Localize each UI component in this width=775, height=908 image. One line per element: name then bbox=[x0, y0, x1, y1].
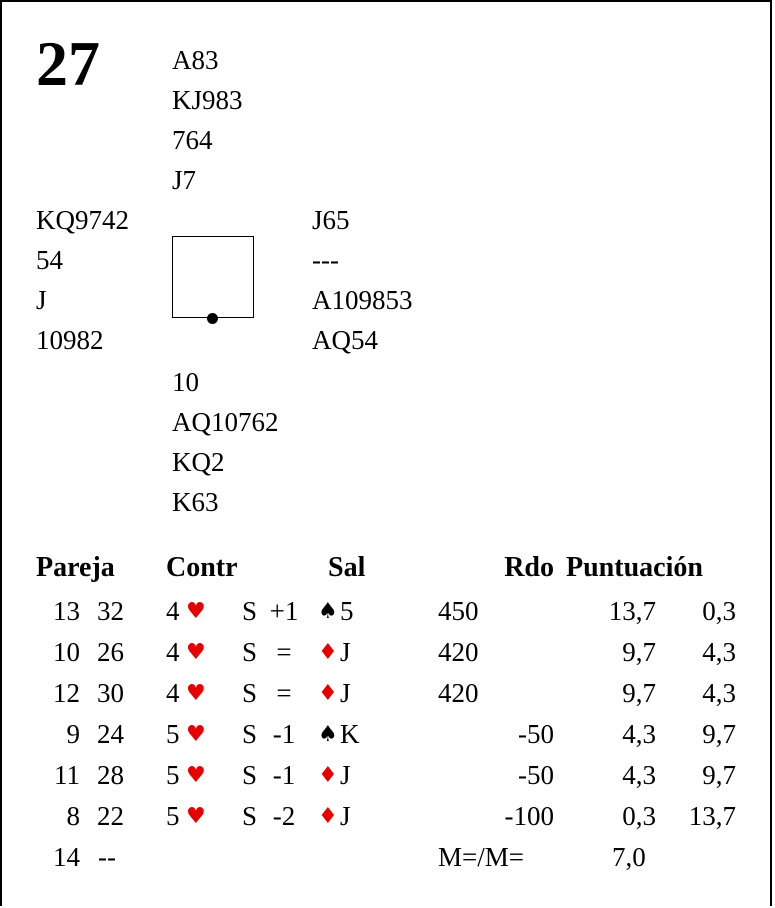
sitout-points: 7,0 bbox=[612, 842, 646, 872]
north-diamonds: 764 bbox=[172, 125, 213, 155]
hand-east bbox=[312, 200, 413, 360]
header-score: Puntuación bbox=[566, 552, 703, 583]
row-lead-suit-icon: ♦ bbox=[318, 763, 338, 788]
row-pair-ns: 13 bbox=[53, 596, 80, 626]
row-points-ns: 9,7 bbox=[622, 678, 656, 708]
east-hearts: --- bbox=[312, 245, 339, 275]
east-diamonds: A109853 bbox=[312, 285, 413, 315]
row-points-ns: 13,7 bbox=[608, 596, 656, 626]
row-pair-ew: 30 bbox=[97, 678, 124, 708]
east-spades: J65 bbox=[312, 205, 350, 235]
row-pair-ns: 12 bbox=[53, 678, 80, 708]
row-declarer: S bbox=[242, 801, 258, 831]
header-lead: Sal bbox=[328, 552, 366, 583]
sitout-opp: -- bbox=[98, 842, 116, 872]
row-pair-ew: 26 bbox=[97, 637, 124, 667]
row-lead-suit-icon: ♦ bbox=[318, 681, 338, 706]
row-lead-suit-icon: ♠ bbox=[318, 722, 338, 747]
row-tricks: -1 bbox=[272, 719, 296, 749]
row-tricks: -1 bbox=[272, 760, 296, 790]
row-pair-ns: 9 bbox=[66, 719, 80, 749]
west-spades: KQ9742 bbox=[36, 205, 129, 235]
row-tricks: = bbox=[276, 678, 292, 708]
row-points-ew: 9,7 bbox=[702, 760, 736, 790]
row-pair-ns: 10 bbox=[53, 637, 80, 667]
dealer-dot-icon bbox=[207, 313, 218, 324]
hand-south bbox=[172, 362, 279, 522]
row-contract-suit-icon: ♥ bbox=[186, 681, 206, 706]
row-points-ns: 9,7 bbox=[622, 637, 656, 667]
north-spades: A83 bbox=[172, 45, 219, 75]
row-points-ew: 4,3 bbox=[702, 678, 736, 708]
row-lead-suit-icon: ♠ bbox=[318, 599, 338, 624]
east-clubs: AQ54 bbox=[312, 325, 378, 355]
row-pair-ew: 24 bbox=[97, 719, 124, 749]
hand-north bbox=[172, 40, 243, 200]
sitout-pair: 14 bbox=[53, 842, 80, 872]
row-tricks: -2 bbox=[272, 801, 296, 831]
row-lead-card: J bbox=[340, 637, 351, 667]
row-points-ew: 0,3 bbox=[702, 596, 736, 626]
row-tricks: = bbox=[276, 637, 292, 667]
row-lead-card: 5 bbox=[340, 596, 354, 626]
sitout-result: M=/M= bbox=[438, 842, 524, 872]
south-diamonds: KQ2 bbox=[172, 447, 225, 477]
row-tricks: +1 bbox=[269, 596, 299, 626]
south-clubs: K63 bbox=[172, 487, 219, 517]
row-contract-suit-icon: ♥ bbox=[186, 640, 206, 665]
board-number: 27 bbox=[36, 28, 100, 99]
row-points-ew: 13,7 bbox=[688, 801, 736, 831]
row-contract-level: 5 bbox=[166, 801, 180, 831]
row-declarer: S bbox=[242, 760, 258, 790]
row-points-ns: 4,3 bbox=[622, 760, 656, 790]
header-contract: Contr bbox=[166, 552, 238, 583]
row-contract-suit-icon: ♥ bbox=[186, 722, 206, 747]
row-lead-card: J bbox=[340, 801, 351, 831]
west-diamonds: J bbox=[36, 285, 47, 315]
row-pair-ew: 32 bbox=[97, 596, 124, 626]
header-pair: Pareja bbox=[36, 552, 115, 583]
north-clubs: J7 bbox=[172, 165, 197, 195]
row-pair-ew: 22 bbox=[97, 801, 124, 831]
row-pair-ns: 11 bbox=[54, 760, 80, 790]
row-pair-ns: 8 bbox=[66, 801, 80, 831]
row-score-ns: 450 bbox=[438, 596, 479, 626]
row-points-ew: 9,7 bbox=[702, 719, 736, 749]
row-lead-card: K bbox=[340, 719, 360, 749]
row-contract-level: 5 bbox=[166, 760, 180, 790]
header-result: Rdo bbox=[504, 552, 554, 583]
row-points-ns: 4,3 bbox=[622, 719, 656, 749]
row-lead-card: J bbox=[340, 678, 351, 708]
row-lead-suit-icon: ♦ bbox=[318, 804, 338, 829]
west-hearts: 54 bbox=[36, 245, 63, 275]
row-declarer: S bbox=[242, 596, 258, 626]
compass-box bbox=[172, 236, 254, 318]
row-declarer: S bbox=[242, 678, 258, 708]
row-declarer: S bbox=[242, 637, 258, 667]
row-points-ew: 4,3 bbox=[702, 637, 736, 667]
row-contract-level: 4 bbox=[166, 678, 180, 708]
south-hearts: AQ10762 bbox=[172, 407, 279, 437]
row-contract-level: 4 bbox=[166, 596, 180, 626]
row-points-ns: 0,3 bbox=[622, 801, 656, 831]
row-score-ew: -100 bbox=[504, 801, 554, 831]
row-score-ew: -50 bbox=[518, 760, 554, 790]
row-declarer: S bbox=[242, 719, 258, 749]
row-pair-ew: 28 bbox=[97, 760, 124, 790]
row-score-ew: -50 bbox=[518, 719, 554, 749]
row-lead-suit-icon: ♦ bbox=[318, 640, 338, 665]
south-spades: 10 bbox=[172, 367, 199, 397]
row-contract-suit-icon: ♥ bbox=[186, 763, 206, 788]
row-contract-level: 5 bbox=[166, 719, 180, 749]
row-score-ns: 420 bbox=[438, 678, 479, 708]
row-contract-suit-icon: ♥ bbox=[186, 599, 206, 624]
row-score-ns: 420 bbox=[438, 637, 479, 667]
north-hearts: KJ983 bbox=[172, 85, 243, 115]
row-lead-card: J bbox=[340, 760, 351, 790]
row-contract-level: 4 bbox=[166, 637, 180, 667]
hand-west bbox=[36, 200, 129, 360]
west-clubs: 10982 bbox=[36, 325, 104, 355]
row-contract-suit-icon: ♥ bbox=[186, 804, 206, 829]
